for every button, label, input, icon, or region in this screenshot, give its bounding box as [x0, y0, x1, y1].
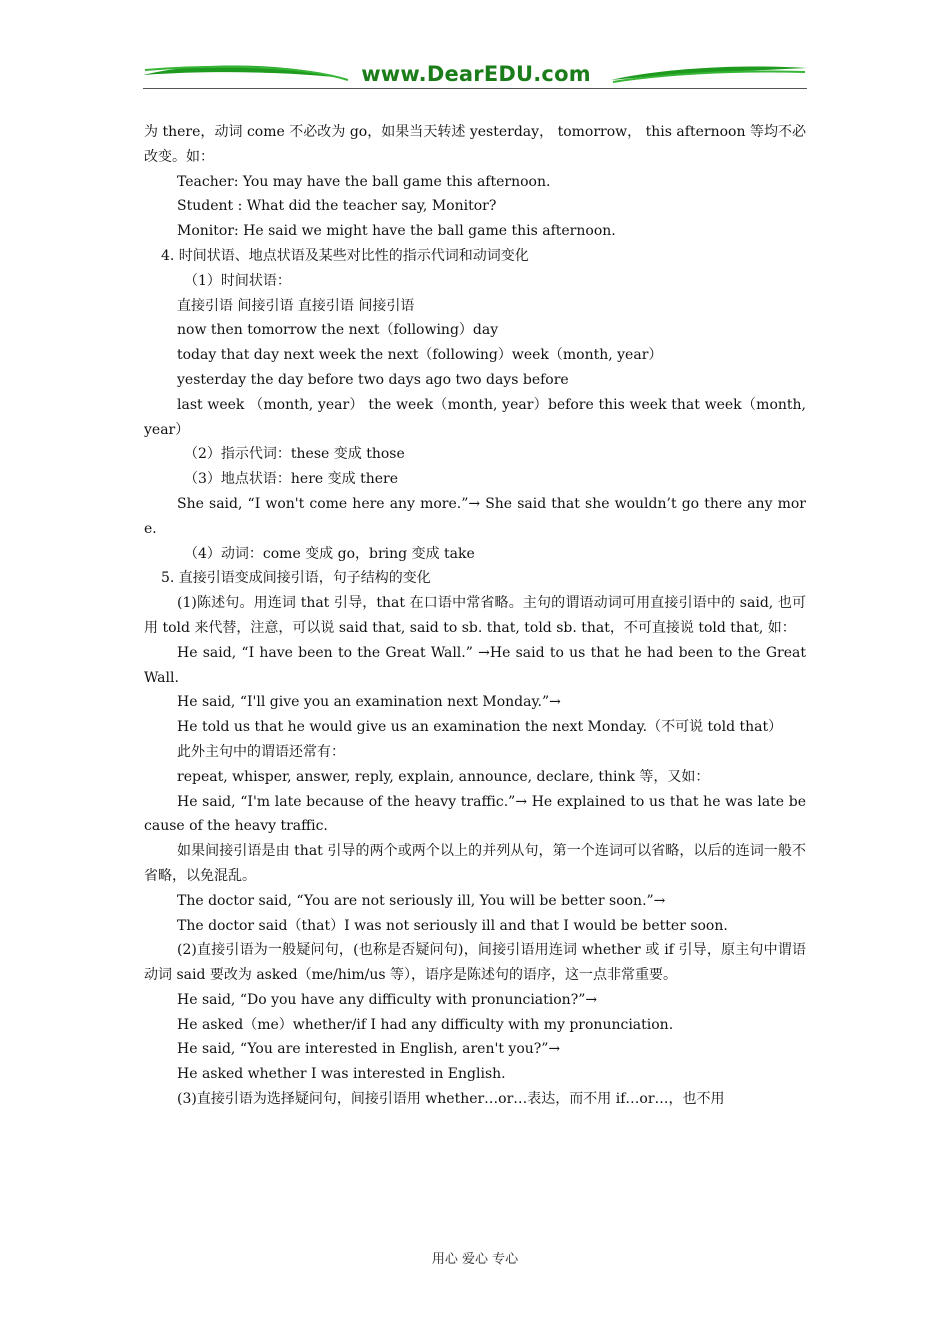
paragraph: (3)直接引语为选择疑问句，间接引语用 whether…or…表达，而不用 if…or…，也不用 — [177, 1091, 725, 1108]
paragraph: （4）动词：come 变成 go，bring 变成 take — [184, 545, 475, 562]
paragraph: 为 there，动词 come 不必改为 go，如果当天转述 yesterday， tomorrow， this afternoon 等均不必改变。如： — [144, 124, 806, 165]
paragraph: Student : What did the teacher say, Monitor? — [177, 198, 497, 215]
paragraph: She said, “I won't come here any more.”→ She said that she wouldn’t go there any more. — [144, 495, 806, 537]
header-rule — [143, 88, 807, 89]
site-logo[interactable]: www.DearEDU.com — [361, 62, 591, 86]
paragraph: （1）时间状语： — [184, 272, 291, 289]
paragraph: He said, “I'm late because of the heavy traffic.”→ He explained to us that he was late because of the heavy traffic. — [144, 793, 806, 835]
document-body — [144, 120, 806, 1112]
paragraph: 5. 直接引语变成间接引语，句子结构的变化 — [161, 570, 431, 587]
paragraph: repeat, whisper, answer, reply, explain, announce, declare, think 等，又如： — [177, 768, 710, 785]
paragraph: He said, “Do you have any difficulty with pronunciation?”→ — [177, 991, 598, 1008]
paragraph: （2）指示代词：these 变成 those — [184, 446, 405, 463]
paragraph: Teacher: You may have the ball game this afternoon. — [177, 173, 551, 190]
page-header — [143, 58, 807, 92]
paragraph: today that day next week the next（following）week（month, year） — [177, 347, 663, 364]
paragraph: He said, “You are interested in English, aren't you?”→ — [177, 1041, 561, 1058]
paragraph: The doctor said（that）I was not seriously ill and that I would be better soon. — [177, 917, 728, 934]
paragraph: (1)陈述句。用连词 that 引导，that 在口语中常省略。主句的谓语动词可用直接引语中的 said, 也可用 told 来代替，注意，可以说 said that, said to sb. that, told sb. that，不可直接说 told that, 如： — [144, 595, 806, 636]
paragraph: He said, “I'll give you an examination next Monday.”→ — [177, 694, 561, 711]
paragraph: last week （month, year） the week（month, year）before this week that week（month, year） — [144, 396, 806, 438]
paragraph: (2)直接引语为一般疑问句，(也称是否疑问句)，间接引语用连词 whether 或 if 引导，原主句中谓语动词 said 要改为 asked（me/him/us 等），语序是陈述句的语序，这一点非常重要。 — [144, 942, 806, 984]
paragraph: （3）地点状语：here 变成 there — [184, 471, 398, 488]
paragraph: 如果间接引语是由 that 引导的两个或两个以上的并列从句，第一个连词可以省略，以后的连词一般不省略，以免混乱。 — [144, 843, 806, 884]
paragraph: now then tomorrow the next（following）day — [177, 322, 499, 339]
paragraph: He said, “I have been to the Great Wall.” →He said to us that he had been to the Great Wall. — [144, 644, 806, 686]
paragraph: He told us that he would give us an examination the next Monday.（不可说 told that） — [177, 719, 783, 736]
paragraph: 此外主句中的谓语还常有： — [177, 743, 345, 760]
paragraph: 4. 时间状语、地点状语及某些对比性的指示代词和动词变化 — [161, 247, 529, 264]
paragraph: He asked whether I was interested in English. — [177, 1066, 506, 1083]
paragraph: Monitor: He said we might have the ball game this afternoon. — [177, 223, 616, 240]
page-footer: 用心 爱心 专心 — [431, 1252, 519, 1267]
paragraph: 直接引语 间接引语 直接引语 间接引语 — [177, 297, 415, 314]
paragraph: The doctor said, “You are not seriously ill, You will be better soon.”→ — [177, 892, 666, 909]
paragraph: He asked（me）whether/if I had any difficulty with my pronunciation. — [177, 1016, 674, 1033]
paragraph: yesterday the day before two days ago two days before — [177, 371, 569, 388]
